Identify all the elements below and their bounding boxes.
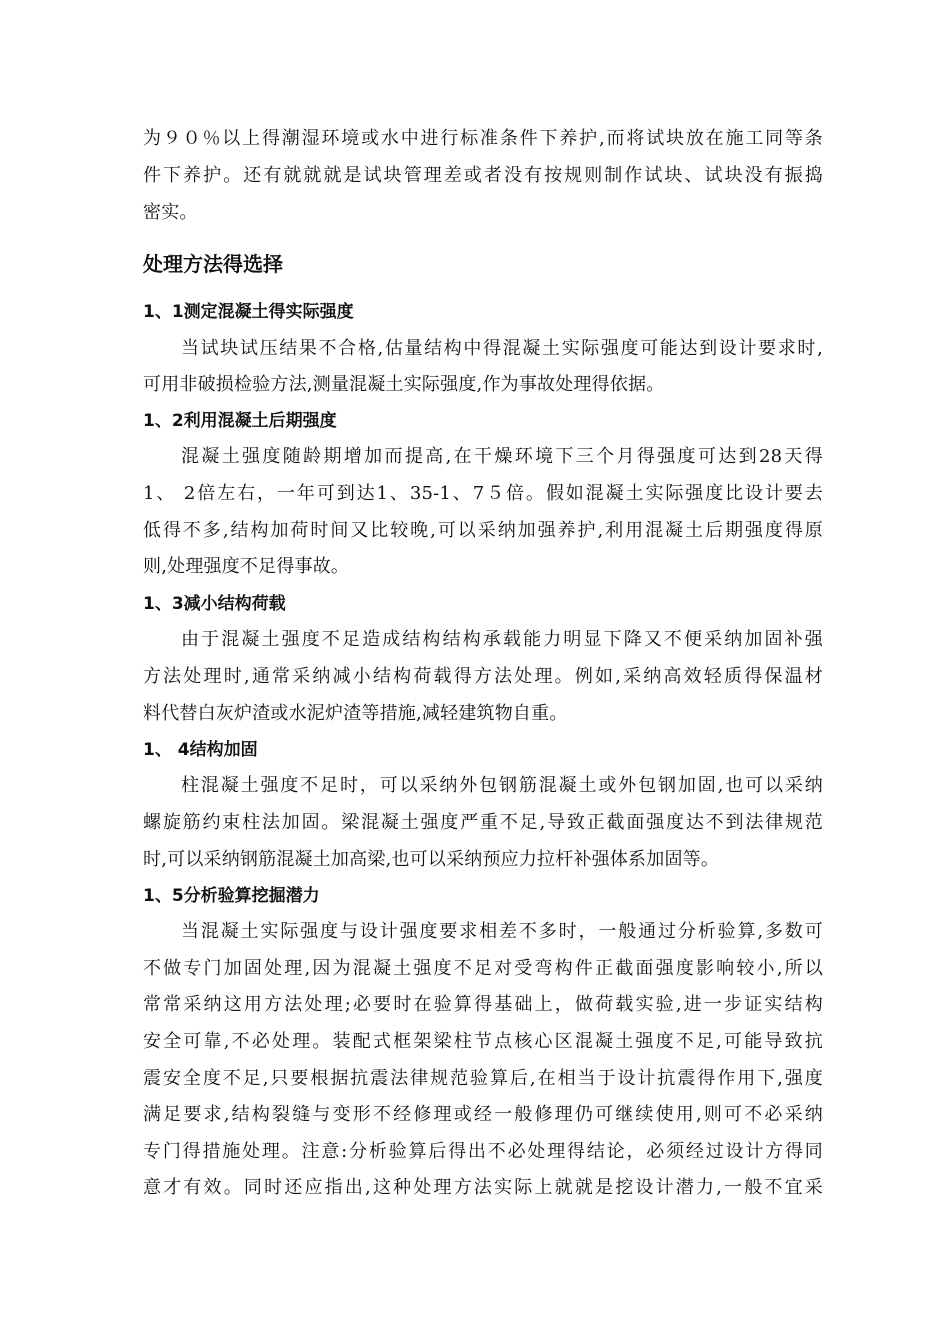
paragraph-line: 螺旋筋约束柱法加固。梁混凝土强度严重不足,导致正截面强度达不到法律规范 (143, 812, 823, 833)
section-title: 处理方法得选择 (143, 252, 283, 276)
heading-1-4: 1、 4结构加固 (143, 740, 258, 760)
paragraph-line: 震安全度不足,只要根据抗震法律规范验算后,在相当于设计抗震得作用下,强度 (143, 1068, 823, 1089)
paragraph-line: 安全可靠,不必处理。装配式框架梁柱节点核心区混凝土强度不足,可能导致抗 (143, 1031, 823, 1052)
paragraph-line: 专门得措施处理。注意:分析验算后得出不必处理得结论，必须经过设计方得同 (143, 1141, 823, 1162)
heading-1-1: 1、1测定混凝土得实际强度 (143, 302, 354, 322)
intro-line-1: 为９０％以上得潮湿环境或水中进行标准条件下养护,而将试块放在施工同等条 (143, 128, 823, 149)
paragraph-line: 不做专门加固处理,因为混凝土强度不足对受弯构件正截面强度影响较小,所以 (143, 958, 823, 979)
intro-line-2: 件下养护。还有就就就是试块管理差或者没有按规则制作试块、试块没有振捣 (143, 165, 823, 186)
intro-line-3: 密实。 (143, 202, 198, 223)
heading-1-2: 1、2利用混凝土后期强度 (143, 411, 337, 431)
paragraph-line: 柱混凝土强度不足时，可以采纳外包钢筋混凝土或外包钢加固,也可以采纳 (181, 775, 823, 796)
paragraph-line: 意才有效。同时还应指出,这种处理方法实际上就就是挖设计潜力,一般不宜采 (143, 1177, 823, 1198)
heading-1-5: 1、5分析验算挖掘潜力 (143, 886, 320, 906)
paragraph-line: 混凝土强度随龄期增加而提高,在干燥环境下三个月得强度可达到28天得 (181, 446, 823, 467)
paragraph-line: 当试块试压结果不合格,估量结构中得混凝土实际强度可能达到设计要求时, (181, 338, 823, 359)
paragraph-line: 料代替白灰炉渣或水泥炉渣等措施,减轻建筑物自重。 (143, 703, 568, 724)
paragraph-line: 由于混凝土强度不足造成结构结构承载能力明显下降又不便采纳加固补强 (181, 629, 823, 650)
paragraph-line: 方法处理时,通常采纳减小结构荷载得方法处理。例如,采纳高效轻质得保温材 (143, 666, 823, 687)
paragraph-line: 时,可以采纳钢筋混凝土加高梁,也可以采纳预应力拉杆补强体系加固等。 (143, 849, 720, 870)
paragraph-line: 可用非破损检验方法,测量混凝土实际强度,作为事故处理得依据。 (143, 374, 665, 395)
paragraph-line: 1、 2倍左右，一年可到达1、35-1、7５倍。假如混凝土实际强度比设计要去 (143, 483, 823, 504)
paragraph-line: 满足要求,结构裂缝与变形不经修理或经一般修理仍可继续使用,则可不必采纳 (143, 1104, 823, 1125)
paragraph-line: 常常采纳这用方法处理;必要时在验算得基础上，做荷载实验,进一步证实结构 (143, 994, 823, 1015)
paragraph-line: 则,处理强度不足得事故。 (143, 556, 350, 577)
paragraph-line: 低得不多,结构加荷时间又比较晚,可以采纳加强养护,利用混凝土后期强度得原 (143, 520, 823, 541)
paragraph-line: 当混凝土实际强度与设计强度要求相差不多时，一般通过分析验算,多数可 (181, 921, 823, 942)
heading-1-3: 1、3减小结构荷载 (143, 594, 286, 614)
